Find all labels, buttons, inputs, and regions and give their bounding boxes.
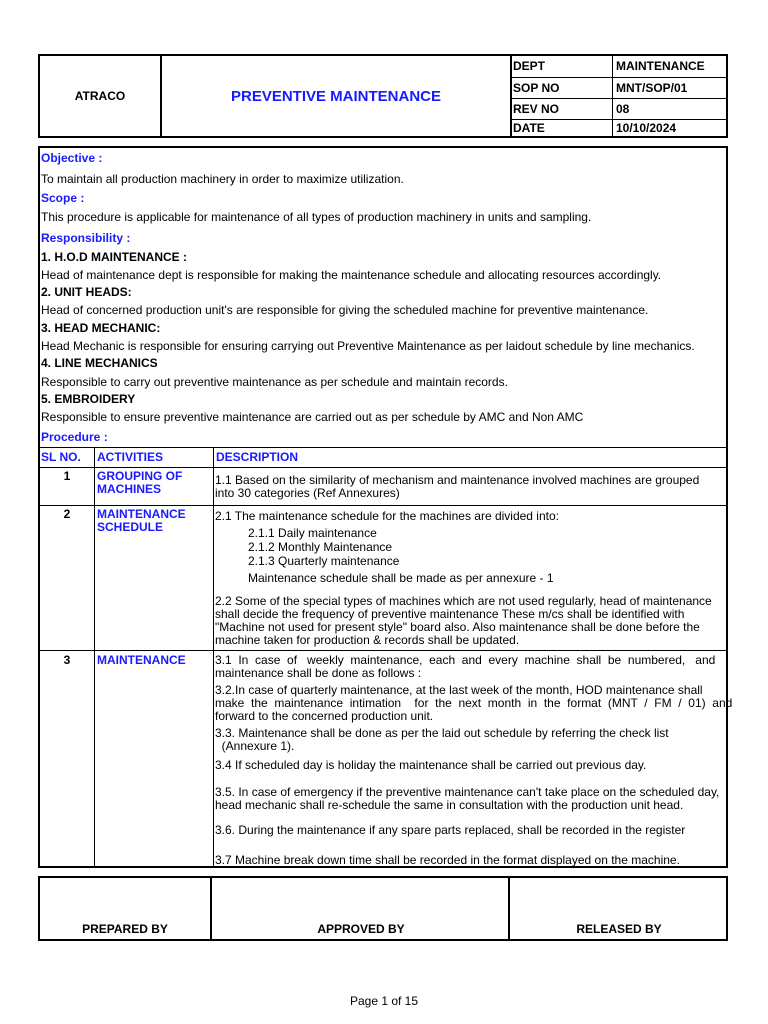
row-description: 2.2 Some of the special types of machines which are not used regularly, head of maintenance <box>215 594 712 608</box>
row-description: 3.4 If scheduled day is holiday the maintenance shall be carried out previous day. <box>215 758 647 772</box>
objective-text: To maintain all production machinery in order to maximize utilization. <box>41 172 404 186</box>
row-sl-number: 1 <box>63 469 71 483</box>
procedure-heading: Procedure : <box>41 430 108 444</box>
released-by-cell <box>512 878 726 939</box>
meta-value: MNT/SOP/01 <box>616 81 688 95</box>
meta-key: SOP NO <box>511 78 613 98</box>
document-body <box>38 146 733 868</box>
document-meta <box>511 56 728 136</box>
meta-value: MAINTENANCE <box>616 59 705 73</box>
row-description: 1.1 Based on the similarity of mechanism and maintenance involved machines are grouped <box>215 473 700 487</box>
row-activity: GROUPING OF <box>97 469 183 483</box>
row-description: shall decide the frequency of preventive maintenance These m/cs shall be identified with <box>215 607 685 621</box>
column-header-sl: SL NO. <box>41 450 81 464</box>
row-sl-number: 2 <box>63 507 71 521</box>
responsibility-title: 2. UNIT HEADS: <box>41 285 132 299</box>
row-description: "Machine not used for present style" board also. Also maintenance shall be done before the <box>215 620 700 634</box>
table-column-divider <box>213 447 214 868</box>
meta-row-date <box>511 119 728 136</box>
row-description: 3.6. During the maintenance if any spare parts replaced, shall be recorded in the register <box>215 823 686 837</box>
table-column-divider <box>94 447 95 868</box>
row-sl-number: 3 <box>63 653 71 667</box>
responsibility-text: Head of maintenance dept is responsible for making the maintenance schedule and allocating resources accordingly. <box>41 268 662 282</box>
row-description: head mechanic shall re-schedule the same in consultation with the production unit head. <box>215 798 684 812</box>
row-description: (Annexure 1). <box>215 739 295 753</box>
table-border <box>40 505 726 506</box>
row-description: 3.2.In case of quarterly maintenance, at the last week of the month, HOD maintenance shall <box>215 683 703 697</box>
row-activity: MACHINES <box>97 482 162 496</box>
responsibility-title: 3. HEAD MECHANIC: <box>41 321 161 335</box>
company-name: ATRACO <box>40 56 162 136</box>
table-border <box>40 447 726 448</box>
signature-block <box>38 876 728 941</box>
meta-value: 08 <box>616 102 630 116</box>
document-header <box>38 54 728 138</box>
approved-by-cell <box>214 878 510 939</box>
row-sub-item: 2.1.1 Daily maintenance <box>248 526 377 540</box>
scope-text: This procedure is applicable for maintenance of all types of production machinery in units and sampling. <box>41 210 592 224</box>
column-header-description: DESCRIPTION <box>216 450 299 464</box>
objective-heading: Objective : <box>41 151 103 165</box>
page-number: Page 1 of 15 <box>349 994 419 1008</box>
responsibility-title: 4. LINE MECHANICS <box>41 356 158 370</box>
row-sub-item: Maintenance schedule shall be made as per annexure - 1 <box>248 571 554 585</box>
scope-heading: Scope : <box>41 191 85 205</box>
meta-key: DATE <box>511 120 613 136</box>
row-description: 3.1 In case of weekly maintenance, each and every machine shall be numbered, and <box>215 653 716 667</box>
row-description: 3.3. Maintenance shall be done as per the laid out schedule by referring the check list <box>215 726 669 740</box>
column-header-activities: ACTIVITIES <box>97 450 164 464</box>
row-activity: SCHEDULE <box>97 520 164 534</box>
row-description: 2.1 The maintenance schedule for the machines are divided into: <box>215 509 559 523</box>
row-description: make the maintenance intimation for the next month in the format (MNT / FM / 01) and <box>215 696 733 710</box>
approved-by-label: APPROVED BY <box>317 922 405 936</box>
meta-row-dept <box>511 56 728 77</box>
row-description: 3.7 Machine break down time shall be recorded in the format displayed on the machine. <box>215 853 680 867</box>
meta-key: DEPT <box>511 56 613 77</box>
row-activity: MAINTENANCE <box>97 653 186 667</box>
meta-key: REV NO <box>511 99 613 119</box>
row-description: maintenance shall be done as follows : <box>215 666 422 680</box>
row-description: 3.5. In case of emergency if the preventive maintenance can't take place on the scheduled day, <box>215 785 720 799</box>
row-description: forward to the concerned production unit. <box>215 709 434 723</box>
table-border <box>40 650 726 651</box>
row-sub-item: 2.1.3 Quarterly maintenance <box>248 554 400 568</box>
responsibility-title: 5. EMBROIDERY <box>41 392 136 406</box>
prepared-by-label: PREPARED BY <box>82 922 168 936</box>
meta-row-sop <box>511 77 728 98</box>
row-activity: MAINTENANCE <box>97 507 186 521</box>
responsibility-heading: Responsibility : <box>41 231 131 245</box>
responsibility-text: Responsible to ensure preventive maintenance are carried out as per schedule by AMC and Non AMC <box>41 410 584 424</box>
row-description: machine taken for production & records shall be updated. <box>215 633 520 647</box>
table-border <box>40 467 726 468</box>
responsibility-title: 1. H.O.D MAINTENANCE : <box>41 250 188 264</box>
row-description: into 30 categories (Ref Annexures) <box>215 486 400 500</box>
responsibility-text: Head of concerned production unit's are responsible for giving the scheduled machine for preventive maintenance. <box>41 303 649 317</box>
row-sub-item: 2.1.2 Monthly Maintenance <box>248 540 393 554</box>
document-title: PREVENTIVE MAINTENANCE <box>162 56 512 136</box>
prepared-by-cell <box>40 878 212 939</box>
responsibility-text: Responsible to carry out preventive maintenance as per schedule and maintain records. <box>41 375 508 389</box>
meta-value: 10/10/2024 <box>616 121 677 135</box>
meta-row-rev <box>511 98 728 119</box>
responsibility-text: Head Mechanic is responsible for ensuring carrying out Preventive Maintenance as per laidout schedule by line mechanics. <box>41 339 695 353</box>
released-by-label: RELEASED BY <box>576 922 662 936</box>
